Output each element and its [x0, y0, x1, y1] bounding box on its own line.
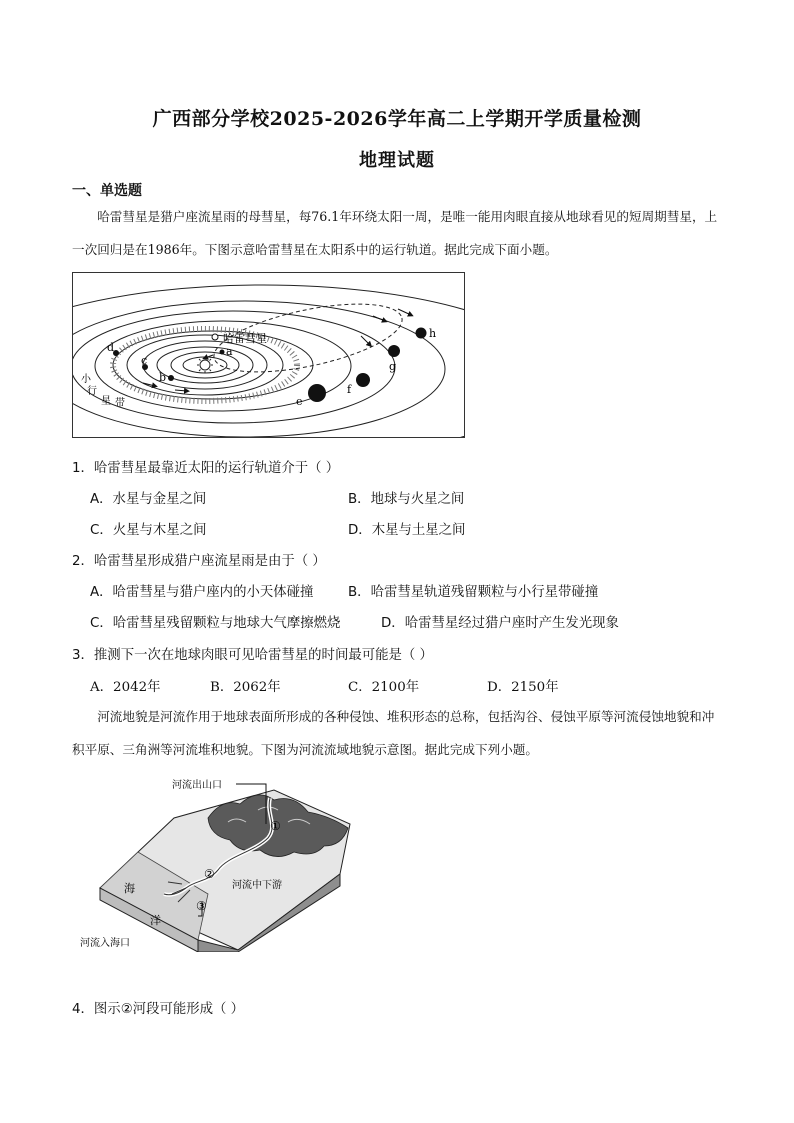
planet-a: [220, 350, 225, 355]
arrow-icon: [373, 316, 385, 321]
figure-river-landforms: [78, 770, 368, 952]
question-4-stem: 4．图示②河段可能形成（ ）: [72, 1002, 245, 1017]
q2-option-b[interactable]: B．哈雷彗星轨道残留颗粒与小行星带碰撞: [348, 585, 599, 600]
sun-icon: [200, 360, 210, 370]
planet-g: [388, 345, 400, 357]
solar-system-diagram: [73, 273, 464, 437]
q1-option-a[interactable]: A．水星与金星之间: [90, 492, 207, 507]
q3-option-d[interactable]: D．2150年: [487, 680, 559, 695]
q2-option-c[interactable]: C．哈雷彗星残留颗粒与地球大气摩擦燃烧: [90, 616, 341, 631]
question-3-stem: 3．推测下一次在地球肉眼可见哈雷彗星的时间最可能是（ ）: [72, 648, 433, 663]
q2-option-d[interactable]: D．哈雷彗星经过猎户座时产生发光现象: [381, 616, 619, 631]
sea-label-1: 海: [124, 882, 135, 895]
sun-rays-icon: [197, 357, 213, 373]
mouth-label: 河流入海口: [80, 938, 130, 949]
page-title: 广西部分学校2025-2026学年高二上学期开学质量检测: [152, 108, 642, 130]
planet-f: [356, 373, 370, 387]
q2-option-a[interactable]: A．哈雷彗星与猎户座内的小天体碰撞: [90, 585, 314, 600]
belt-label-1: 小: [81, 374, 91, 385]
midstream-label: 河流中下游: [232, 880, 282, 891]
river-landform-diagram: [78, 770, 368, 952]
q3-option-a[interactable]: A．2042年: [90, 680, 161, 695]
marker-2: ②: [204, 867, 215, 881]
figure-solar-system: [72, 272, 465, 438]
label-g: g: [389, 360, 397, 373]
q1-option-b[interactable]: B．地球与火星之间: [348, 492, 465, 507]
planet-b: [168, 375, 174, 381]
question-2-stem: 2．哈雷彗星形成猎户座流星雨是由于（ ）: [72, 554, 326, 569]
passage-halley: 哈雷彗星是猎户座流星雨的母彗星，每76.1年环绕太阳一周，是唯一能用肉眼直接从地球看见的短周期彗星，上一次回归是在1986年。下图示意哈雷彗星在太阳系中的运行轨道。据此完成下面小题。: [72, 209, 718, 257]
passage-river: 河流地貌是河流作用于地球表面所形成的各种侵蚀、堆积形态的总称，包括沟谷、侵蚀平原等河流侵蚀地貌和冲积平原、三角洲等河流堆积地貌。下图为河流流域地貌示意图。据此完成下列小题。: [72, 709, 715, 757]
belt-label-4: 带: [115, 398, 125, 409]
orbit-outer-1: [73, 285, 464, 437]
marker-1: ①: [270, 819, 281, 833]
q3-option-c[interactable]: C．2100年: [348, 680, 420, 695]
planet-e: [308, 384, 326, 402]
label-h: h: [429, 327, 437, 340]
label-e: e: [296, 395, 303, 408]
page-subtitle: 地理试题: [359, 150, 435, 171]
label-d: d: [107, 341, 115, 354]
marker-3: ③: [196, 899, 207, 913]
arrow-icon: [175, 390, 187, 391]
q3-option-b[interactable]: B．2062年: [210, 680, 281, 695]
outlet-label: 河流出山口: [172, 780, 222, 791]
sea-label-2: 洋: [150, 914, 161, 927]
section-heading: 一、单选题: [72, 183, 142, 199]
label-b: b: [159, 371, 167, 384]
belt-label-2: 行: [87, 386, 97, 397]
label-a: a: [226, 345, 233, 358]
q1-option-d[interactable]: D．木星与土星之间: [348, 523, 466, 538]
question-1-stem: 1．哈雷彗星最靠近太阳的运行轨道介于（ ）: [72, 461, 340, 476]
halley-comet: [212, 334, 218, 340]
label-f: f: [347, 383, 352, 396]
arrow-icon: [361, 336, 370, 345]
halley-label: 哈雷彗星: [223, 332, 267, 345]
label-c: c: [141, 354, 148, 367]
q1-option-c[interactable]: C．火星与木星之间: [90, 523, 207, 538]
planet-h: [416, 328, 427, 339]
belt-label-3: 星: [101, 396, 111, 407]
